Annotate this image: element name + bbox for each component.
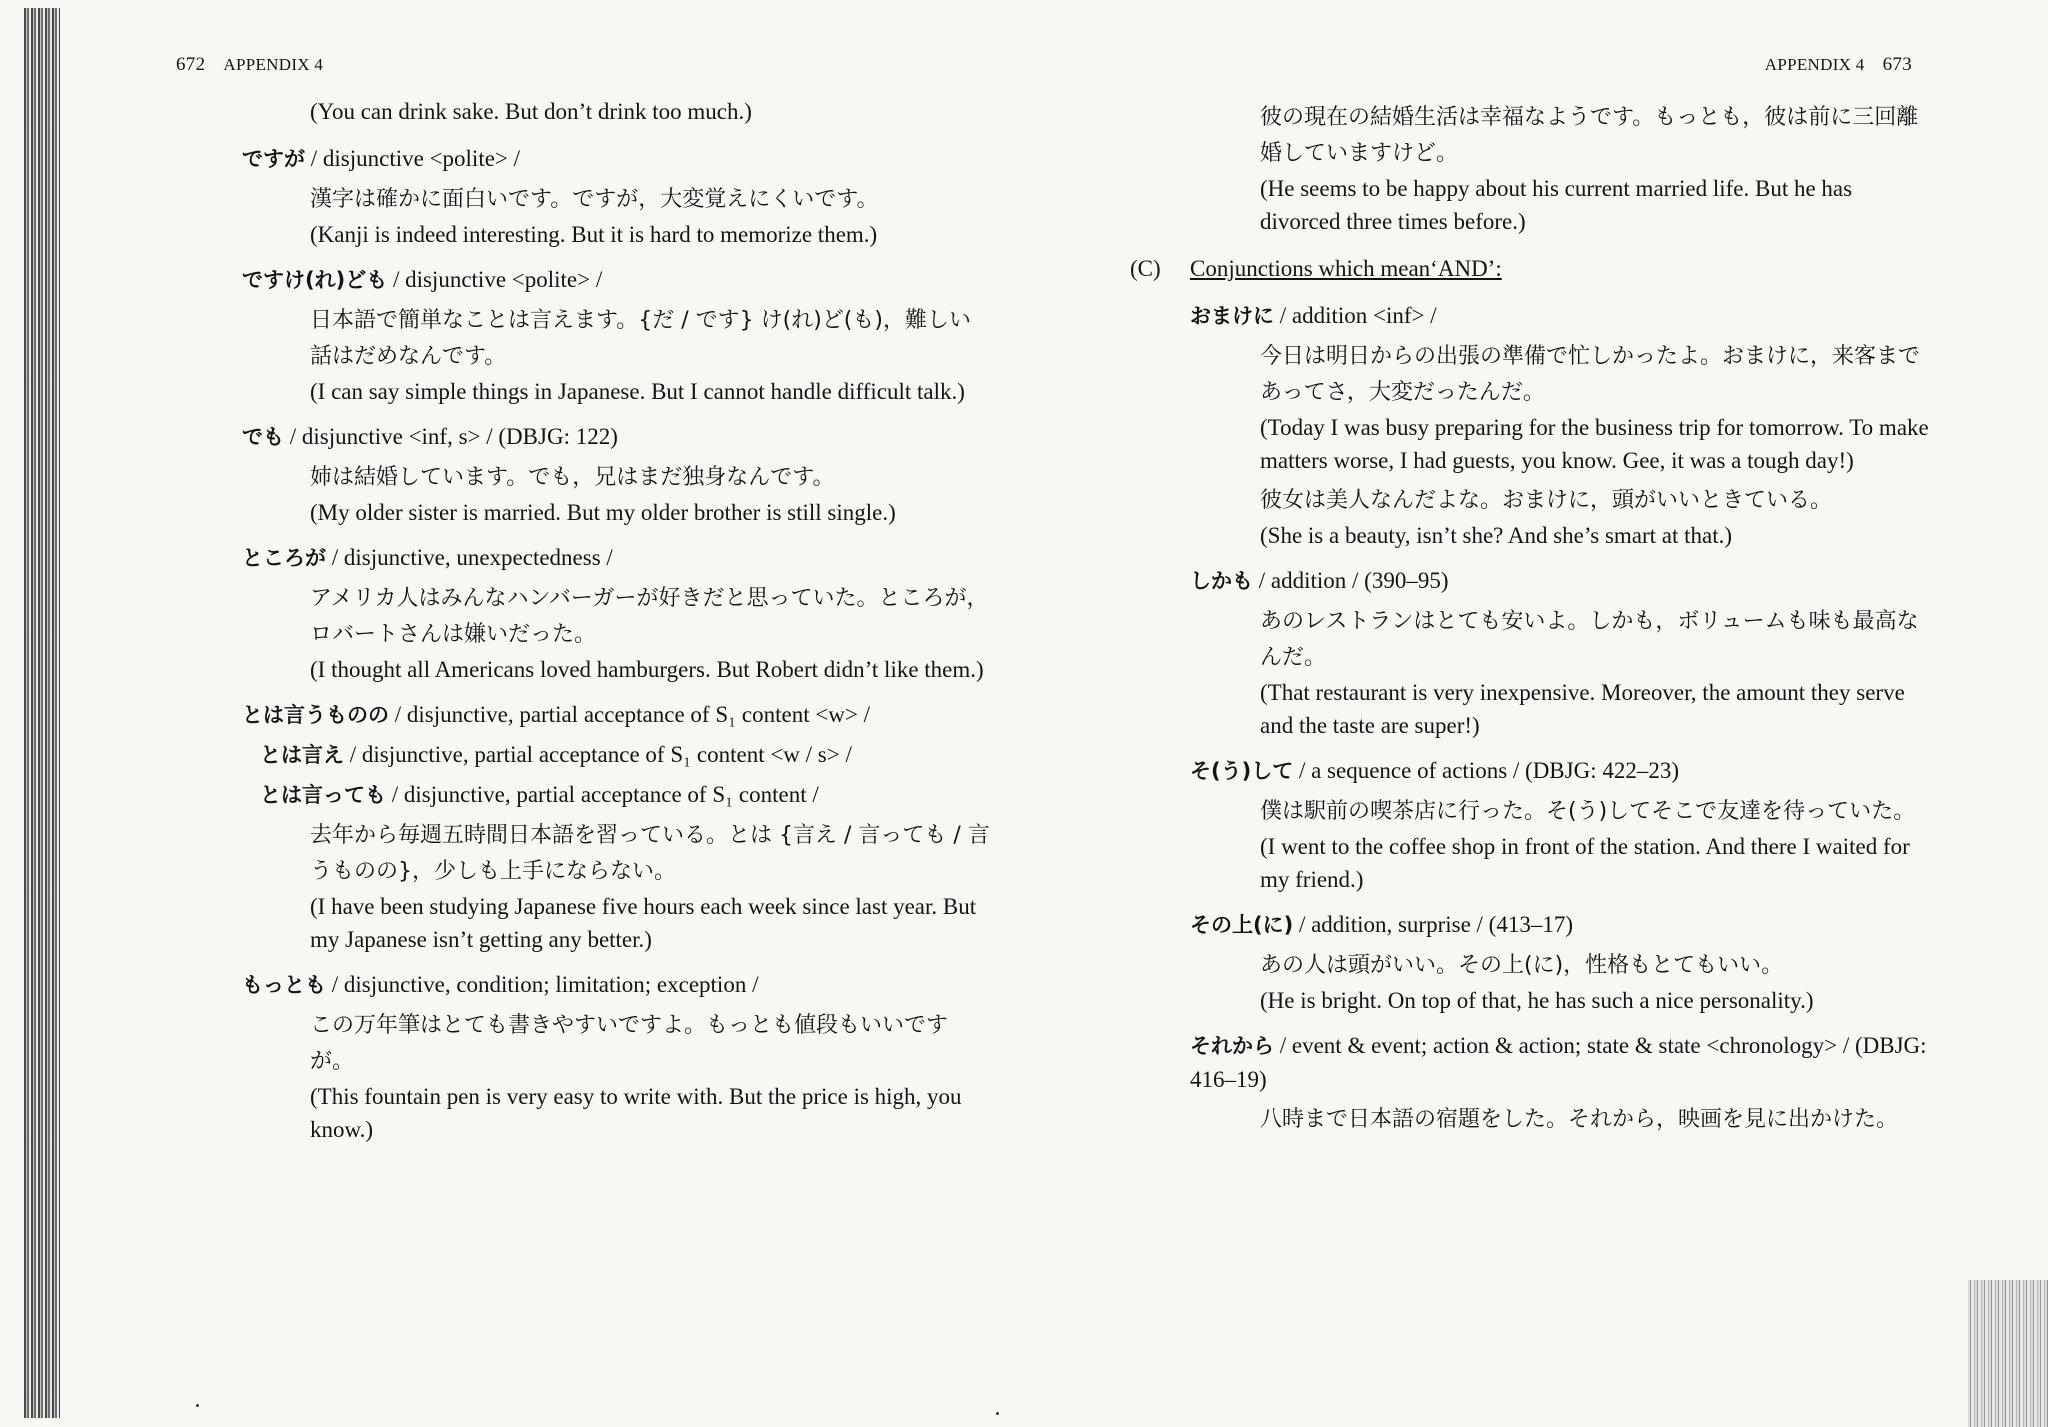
example-translation: (I have been studying Japanese five hours each week since last year. But my Japanese isn’t getting any better.) — [310, 894, 977, 952]
example-japanese: 姉は結婚しています。でも，兄はまだ独身なんです。 — [310, 465, 835, 490]
entry-towa-iumonono — [150, 698, 990, 956]
entry-desukeredomo — [150, 263, 990, 408]
entry-gloss: / disjunctive, partial acceptance of S₁ content <w / s> / — [344, 742, 852, 767]
example-japanese: あのレストランはとても安いよ。しかも，ボリュームも味も最高なんだ。 — [1260, 609, 1919, 670]
entry-gloss: / disjunctive <inf, s> / (DBJG: 122) — [284, 424, 618, 449]
entry-desuga — [150, 142, 990, 251]
entry-heading — [1130, 908, 1930, 942]
example-japanese: 彼女は美人なんだよな。おまけに，頭がいいときている。 — [1260, 488, 1833, 513]
example-translation: (That restaurant is very inexpensive. Moreover, the amount they serve and the taste are super!) — [1260, 680, 1905, 738]
example — [150, 460, 990, 529]
example-translation: (I can say simple things in Japanese. But I cannot handle difficult talk.) — [310, 379, 965, 404]
section-letter: (C) — [1130, 256, 1161, 281]
entry-shikamo — [1130, 564, 1930, 742]
example — [150, 818, 990, 956]
example-translation: (Today I was busy preparing for the business trip for tomorrow. To make matters worse, I had guests, you know. Gee, it was a tough day!) — [1260, 415, 1929, 473]
example-japanese: 漢字は確かに面白いです。ですが，大変覚えにくいです。 — [310, 187, 879, 212]
entry-term: しかも — [1190, 569, 1253, 593]
example-japanese: 彼の現在の結婚生活は幸福なようです。もっとも，彼は前に三回離婚していますけど。 — [1260, 105, 1919, 166]
entry-term: とは言うものの — [242, 703, 389, 727]
entry-heading — [150, 698, 990, 732]
example — [150, 1008, 990, 1146]
example-japanese: この万年筆はとても書きやすいですよ。もっとも値段もいいですが。 — [310, 1013, 949, 1074]
continued-example — [1130, 100, 1930, 238]
entry-heading — [150, 263, 990, 297]
entry-term: とは言っても — [260, 783, 386, 807]
example-japanese: アメリカ人はみんなハンバーガーが好きだと思っていた。ところが，ロバートさんは嫌いだった。 — [310, 586, 989, 647]
entry-sonoueni — [1130, 908, 1930, 1017]
entry-term: ですが — [242, 147, 305, 171]
entry-gloss: / a sequence of actions / (DBJG: 422–23) — [1293, 758, 1680, 783]
running-head-title: APPENDIX 4 — [1764, 55, 1865, 74]
example-translation: (He seems to be happy about his current married life. But he has divorced three times before.) — [1260, 176, 1853, 234]
example — [1130, 604, 1930, 742]
entry-heading — [150, 541, 990, 575]
example-japanese: 今日は明日からの出張の準備で忙しかったよ。おまけに，来客まであってさ，大変だったんだ。 — [1260, 344, 1921, 405]
example-translation: (I thought all Americans loved hamburgers. But Robert didn’t like them.) — [310, 657, 984, 682]
entry-gloss: / addition / (390–95) — [1253, 568, 1449, 593]
scan-speck — [996, 1412, 999, 1415]
entry-gloss: / disjunctive, condition; limitation; exception / — [326, 972, 759, 997]
book-binding-shadow — [24, 8, 60, 1418]
page-edge-shadow — [1968, 1280, 2048, 1427]
section-heading — [1130, 252, 1930, 285]
entry-term: おまけに — [1190, 304, 1274, 328]
example-japanese: 八時まで日本語の宿題をした。それから，映画を見に出かけた。 — [1260, 1107, 1899, 1132]
entry-heading — [150, 142, 990, 176]
entry-omakeni — [1130, 299, 1930, 552]
entry-term: ですけ(れ)ども — [242, 268, 388, 292]
entry-heading — [150, 968, 990, 1002]
entry-heading — [150, 420, 990, 454]
example — [1130, 948, 1930, 1017]
entry-term: そ(う)して — [1190, 759, 1294, 783]
entry-subheading — [150, 738, 990, 772]
example — [1130, 794, 1930, 896]
entry-demo — [150, 420, 990, 529]
entry-term: ところが — [242, 546, 326, 570]
example-japanese: 去年から毎週五時間日本語を習っている。とは {言え / 言っても / 言うものの}，少しも上手にならない。 — [310, 823, 990, 884]
entry-mottomo — [150, 968, 990, 1146]
entry-term: でも — [242, 425, 284, 449]
example-japanese: 日本語で簡単なことは言えます。{だ / です} け(れ)ど(も)，難しい話はだめなんです。 — [310, 308, 971, 369]
example-translation: (My older sister is married. But my older brother is still single.) — [310, 500, 896, 525]
example — [1130, 339, 1930, 552]
example-translation: (This fountain pen is very easy to write with. But the price is high, you know.) — [310, 1084, 962, 1142]
example-japanese: あの人は頭がいい。その上(に)，性格もとてもいい。 — [1260, 953, 1784, 978]
example — [150, 182, 990, 251]
example — [150, 303, 990, 408]
left-page — [150, 0, 990, 1427]
entry-term: とは言え — [260, 743, 344, 767]
example — [150, 581, 990, 686]
section-title: Conjunctions which mean‘AND’: — [1190, 256, 1502, 281]
entry-subheading — [150, 778, 990, 812]
entry-gloss: / addition <inf> / — [1274, 303, 1437, 328]
right-running-head — [1765, 54, 1930, 76]
continued-translation: (You can drink sake. But don’t drink too much.) — [310, 99, 752, 124]
entry-gloss: / disjunctive, partial acceptance of S₁ content <w> / — [389, 702, 871, 727]
right-page — [1130, 0, 1930, 1427]
entry-term: その上(に) — [1190, 913, 1294, 937]
right-page-content — [1130, 100, 1930, 1150]
example-translation: (He is bright. On top of that, he has such a nice personality.) — [1260, 988, 1814, 1013]
scan-speck — [196, 1404, 199, 1407]
entry-gloss: / event & event; action & action; state & state <chronology> / (DBJG: 416–19) — [1190, 1033, 1927, 1092]
entry-soushite — [1130, 754, 1930, 896]
example — [1130, 1102, 1930, 1138]
left-page-content — [150, 95, 990, 1158]
page-number: 673 — [1882, 54, 1912, 75]
page-number: 672 — [176, 54, 206, 75]
example-translation: (I went to the coffee shop in front of the station. And there I waited for my friend.) — [1260, 834, 1910, 892]
running-head-title: APPENDIX 4 — [223, 55, 324, 74]
entry-heading — [1130, 1029, 1930, 1096]
entry-term: それから — [1190, 1034, 1274, 1058]
entry-gloss: / addition, surprise / (413–17) — [1293, 912, 1573, 937]
entry-heading — [1130, 564, 1930, 598]
entry-gloss: / disjunctive, unexpectedness / — [326, 545, 613, 570]
entry-heading — [1130, 299, 1930, 333]
example-japanese: 僕は駅前の喫茶店に行った。そ(う)してそこで友達を待っていた。 — [1260, 799, 1916, 824]
example-translation: (She is a beauty, isn’t she? And she’s smart at that.) — [1260, 523, 1733, 548]
left-running-head — [158, 54, 323, 76]
entry-heading — [1130, 754, 1930, 788]
entry-gloss: / disjunctive <polite> / — [305, 146, 521, 171]
entry-tokoroga — [150, 541, 990, 686]
entry-term: もっとも — [242, 973, 326, 997]
entry-sorekara — [1130, 1029, 1930, 1138]
entry-gloss: / disjunctive <polite> / — [387, 267, 603, 292]
entry-gloss: / disjunctive, partial acceptance of S₁ content / — [386, 782, 819, 807]
example-translation: (Kanji is indeed interesting. But it is hard to memorize them.) — [310, 222, 878, 247]
